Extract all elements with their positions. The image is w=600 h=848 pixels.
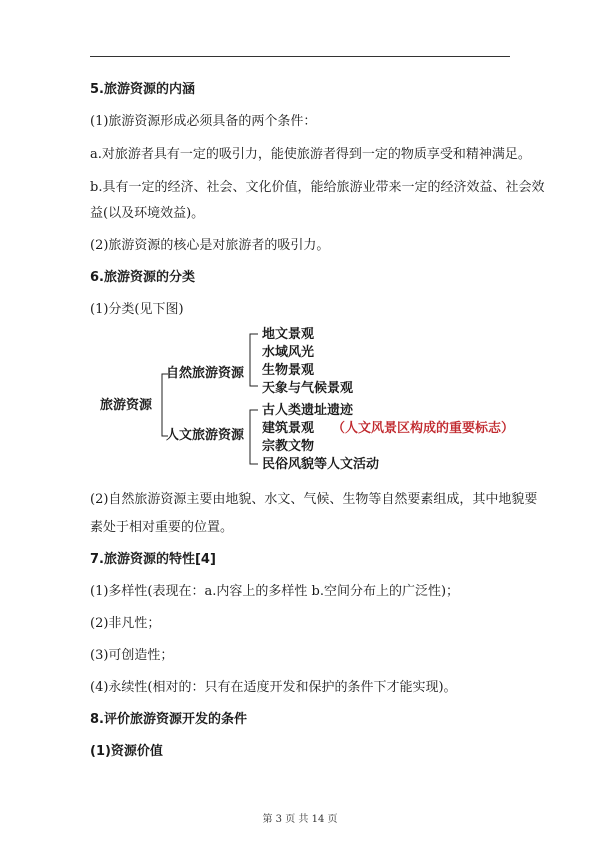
natural-item: 地文景观 — [262, 327, 315, 342]
cultural-item: 建筑景观 — [262, 421, 315, 436]
natural-item: 水域风光 — [262, 345, 315, 360]
paragraph: 素处于相对重要的位置。 — [90, 520, 234, 535]
natural-node: 自然旅游资源 — [166, 366, 245, 381]
cultural-node: 人文旅游资源 — [166, 428, 245, 443]
page-footer: 第 3 页 共 14 页 — [262, 814, 338, 825]
paragraph: (4)永续性(相对的：只有在适度开发和保护的条件下才能实现)。 — [90, 680, 457, 695]
subheading: (1)资源价值 — [90, 744, 163, 759]
paragraph: (2)非凡性； — [90, 616, 161, 631]
paragraph: a.对旅游者具有一定的吸引力，能使旅游者得到一定的物质享受和精神满足。 — [90, 147, 531, 162]
natural-bracket-lower — [250, 372, 258, 386]
cultural-bracket-upper — [250, 410, 258, 436]
paragraph: (3)可创造性； — [90, 648, 174, 663]
natural-bracket-upper — [250, 334, 258, 372]
cultural-item: 宗教文物 — [262, 439, 315, 454]
paragraph: (1)旅游资源形成必须具备的两个条件： — [90, 114, 317, 129]
cultural-note: （人文风景区构成的重要标志） — [332, 421, 515, 436]
paragraph: (2)自然旅游资源主要由地貌、水文、气候、生物等自然要素组成，其中地貌要 — [90, 492, 538, 507]
root-node: 旅游资源 — [100, 398, 153, 413]
section-heading-6: 6.旅游资源的分类 — [90, 270, 195, 285]
cultural-bracket-lower — [250, 436, 258, 464]
natural-item: 天象与气候景观 — [262, 381, 354, 396]
natural-item: 生物景观 — [262, 363, 315, 378]
cultural-item: 民俗风貌等人文活动 — [262, 457, 380, 472]
header-rule — [90, 56, 510, 57]
section-heading-5: 5.旅游资源的内涵 — [90, 82, 195, 97]
paragraph: b.具有一定的经济、社会、文化价值，能给旅游业带来一定的经济效益、社会效 — [90, 180, 545, 195]
paragraph: (2)旅游资源的核心是对旅游者的吸引力。 — [90, 238, 330, 253]
paragraph: 益(以及环境效益)。 — [90, 206, 205, 221]
paragraph: (1)分类(见下图) — [90, 302, 184, 317]
cultural-item: 古人类遗址遗迹 — [262, 403, 354, 418]
classification-diagram — [100, 322, 520, 482]
section-heading-7: 7.旅游资源的特性[4] — [90, 552, 216, 567]
section-heading-8: 8.评价旅游资源开发的条件 — [90, 712, 247, 727]
paragraph: (1)多样性(表现在：a.内容上的多样性 b.空间分布上的广泛性)； — [90, 584, 460, 599]
